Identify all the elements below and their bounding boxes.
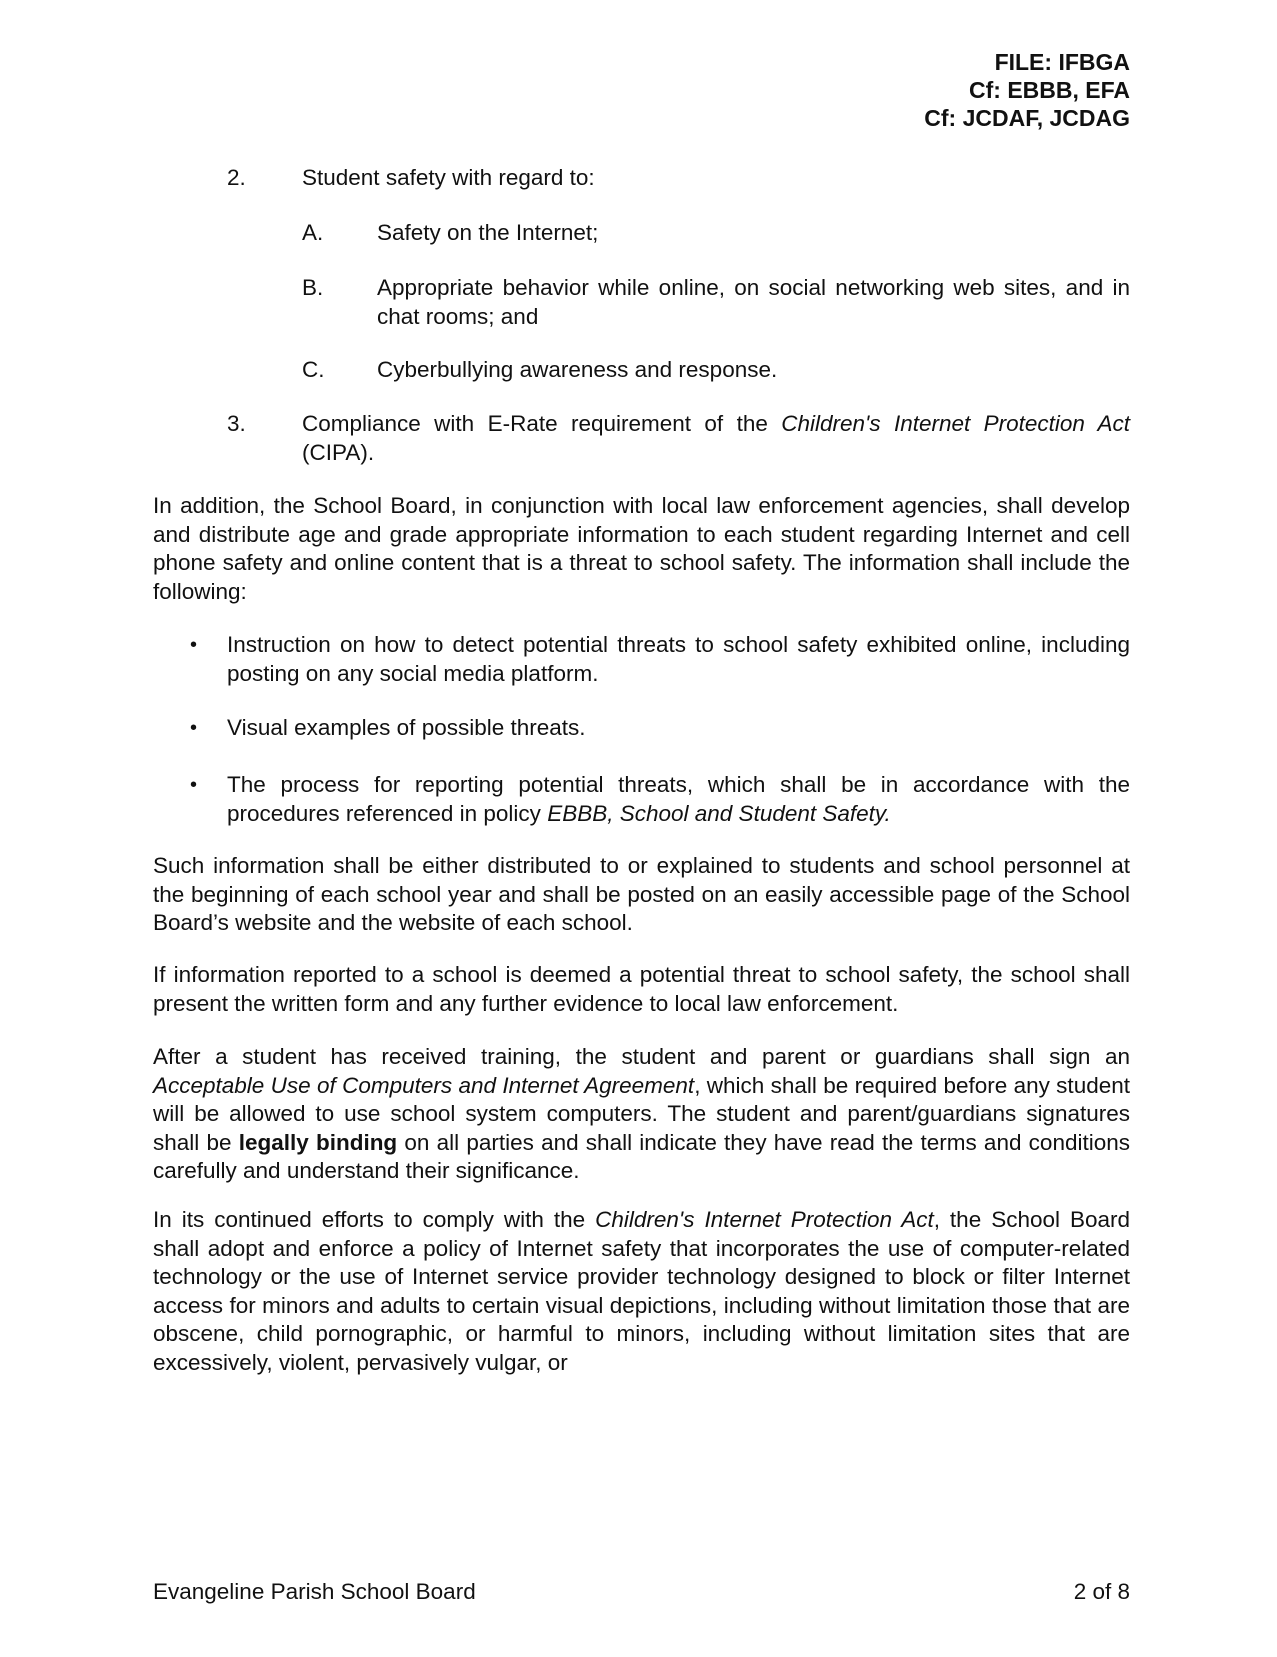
paragraph-posting: Such information shall be either distributed to or explained to students and school personnel at the beginning of each school year and shall be posted on an easily accessible page of the School Board’s website and the website of each school.: [153, 853, 1130, 935]
sub-item-text: Appropriate behavior while online, on social networking web sites, and in chat rooms; and: [377, 275, 1130, 329]
paragraph-threat-reporting: If information reported to a school is deemed a potential threat to school safety, the school shall present the written form and any further evidence to local law enforcement.: [153, 962, 1130, 1016]
bullet-icon: •: [190, 717, 198, 739]
sub-item-text: Cyberbullying awareness and response.: [377, 357, 778, 382]
paragraph-information-distribution: In addition, the School Board, in conjunction with local law enforcement agencies, shall develop and distribute age and grade appropriate information to each student regarding Internet and cell phone safety and online content that is a threat to school safety. The information shall include the following:: [153, 493, 1130, 604]
item-text: Student safety with regard to:: [302, 165, 595, 190]
sub-item-letter: B.: [302, 275, 324, 300]
bullet-icon: •: [190, 634, 198, 656]
item-number: 2.: [227, 165, 246, 190]
paragraph-cipa-compliance: In its continued efforts to comply with the Children's Internet Protection Act, the School Board shall adopt and enforce a policy of Internet safety that incorporates the use of computer-related technology or the use of Internet service provider technology designed to block or filter Internet access for minors and adults to certain visual depictions, including without limitation those that are obscene, child pornographic, or harmful to minors, including without limitation sites that are excessively, violent, pervasively vulgar, or: [153, 1207, 1131, 1375]
footer-page-number: 2 of 8: [1073, 1579, 1130, 1604]
bullet-text: The process for reporting potential threats, which shall be in accordance with the procedures referenced in policy EBBB, School and Student Safety.: [227, 772, 1130, 826]
file-code: FILE: IFBGA: [994, 49, 1130, 75]
sub-item-letter: A.: [302, 220, 324, 245]
cross-reference-1: Cf: EBBB, EFA: [969, 77, 1130, 103]
bullet-text: Instruction on how to detect potential threats to school safety exhibited online, including posting on any social media platform.: [227, 632, 1130, 686]
item-text: Compliance with E-Rate requirement of the Children's Internet Protection Act (CIPA).: [302, 411, 1130, 465]
act-title: Children's Internet Protection Act: [781, 411, 1130, 436]
sub-item-letter: C.: [302, 357, 325, 382]
act-title: Children's Internet Protection Act: [595, 1207, 934, 1232]
sub-item-text: Safety on the Internet;: [377, 220, 599, 245]
bullet-icon: •: [190, 774, 198, 796]
emphasis-legally-binding: legally binding: [238, 1129, 398, 1155]
footer-organization: Evangeline Parish School Board: [153, 1579, 476, 1604]
paragraph-acceptable-use: After a student has received training, the student and parent or guardians shall sign an Acceptable Use of Computers and Internet Agreement, which shall be required before any student will be allowed to use school system computers. The student and parent/guardians signatures shall be legally binding on all parties and shall indicate they have read the terms and conditions carefully and understand their significance.: [153, 1044, 1130, 1183]
file-reference-header: [924, 48, 1130, 132]
policy-reference: EBBB, School and Student Safety.: [547, 800, 891, 826]
bullet-text: Visual examples of possible threats.: [227, 715, 586, 740]
agreement-title: Acceptable Use of Computers and Internet Agreement: [153, 1072, 695, 1098]
item-number: 3.: [227, 411, 246, 436]
cross-reference-2: Cf: JCDAF, JCDAG: [924, 105, 1130, 131]
